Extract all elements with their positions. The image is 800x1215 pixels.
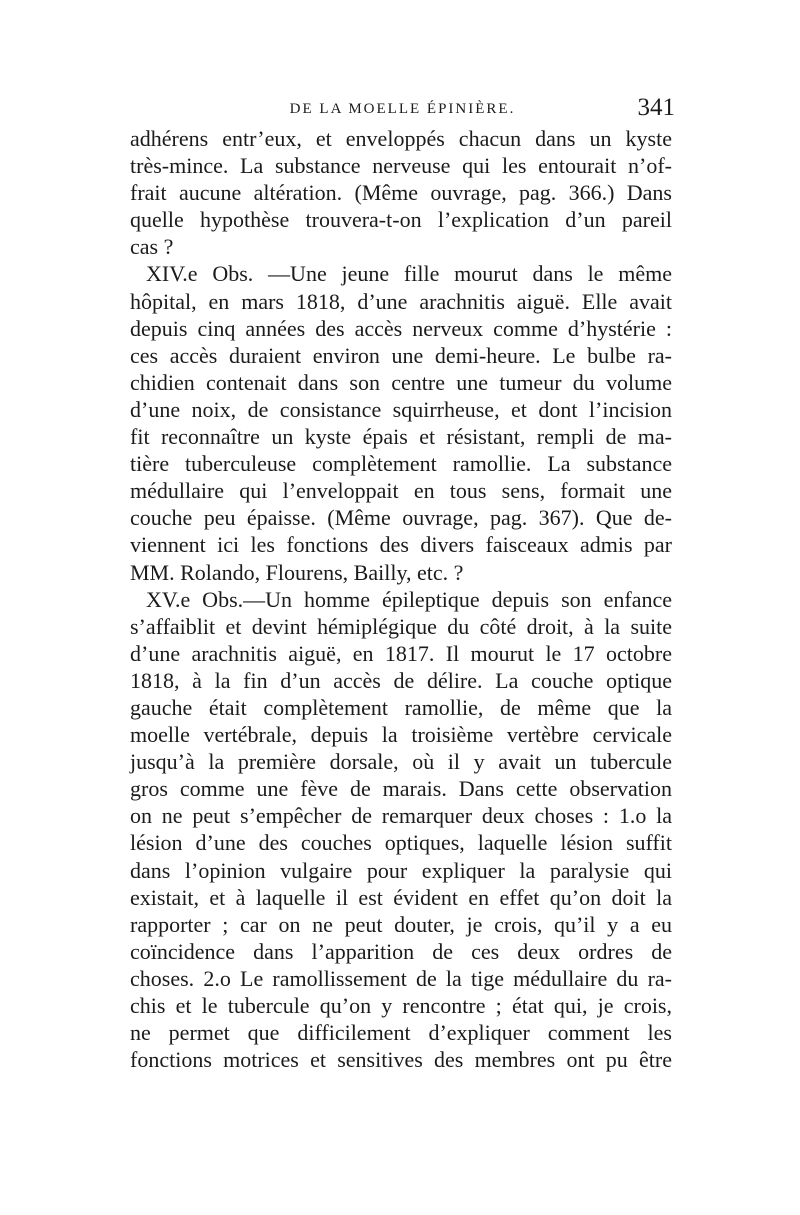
text-line: existait, et à laquelle il est évident en effet qu’on doit la <box>130 884 672 910</box>
text-line: 1818, à la fin d’un accès de délire. La couche optique <box>130 667 672 693</box>
text-line: choses. 2.o Le ramollissement de la tige médullaire du ra- <box>130 965 672 991</box>
text-line: ne permet que difficilement d’expliquer comment les <box>130 1020 672 1046</box>
text-line: MM. Rolando, Flourens, Bailly, etc. ? <box>130 559 464 585</box>
text-line: fonctions motrices et sensitives des membres ont pu être <box>130 1047 672 1073</box>
text-line: depuis cinq années des accès nerveux comme d’hystérie : <box>130 315 672 341</box>
text-line: s’affaiblit et devint hémiplégique du côté droit, à la suite <box>130 613 672 639</box>
text-line: hôpital, en mars 1818, d’une arachnitis aiguë. Elle avait <box>130 288 672 314</box>
running-head <box>130 94 675 124</box>
text-line: dans l’opinion vulgaire pour expliquer la paralysie qui <box>130 857 672 883</box>
text-line: frait aucune altération. (Même ouvrage, pag. 366.) Dans <box>130 180 672 206</box>
text-line: moelle vertébrale, depuis la troisième vertèbre cervicale <box>130 722 672 748</box>
text-line: chidien contenait dans son centre une tumeur du volume <box>130 369 672 395</box>
text-line: on ne peut s’empêcher de remarquer deux choses : 1.o la <box>130 803 672 829</box>
body-text <box>130 125 672 1073</box>
text-line: viennent ici les fonctions des divers faisceaux admis par <box>130 532 672 558</box>
running-title: DE LA MOELLE ÉPINIÈRE. <box>289 101 516 117</box>
text-line: fit reconnaître un kyste épais et résistant, rempli de ma- <box>130 424 672 450</box>
text-line: d’une noix, de consistance squirrheuse, et dont l’incision <box>130 396 672 422</box>
text-line: médullaire qui l’enveloppait en tous sens, formait une <box>130 478 672 504</box>
text-line: jusqu’à la première dorsale, où il y avait un tubercule <box>130 749 672 775</box>
text-line: lésion d’une des couches optiques, laquelle lésion suffit <box>130 830 672 856</box>
text-line: rapporter ; car on ne peut douter, je crois, qu’il y a eu <box>130 911 672 937</box>
page-number: 341 <box>637 94 675 121</box>
text-line: adhérens entr’eux, et enveloppés chacun dans un kyste <box>130 126 672 151</box>
text-line: chis et le tubercule qu’on y rencontre ; état qui, je crois, <box>130 993 672 1018</box>
text-line: très-mince. La substance nerveuse qui les entourait n’of- <box>130 153 672 179</box>
text-line: quelle hypothèse trouvera-t-on l’explication d’un pareil <box>130 207 672 233</box>
text-line: d’une arachnitis aiguë, en 1817. Il mourut le 17 octobre <box>130 640 672 666</box>
text-line: gauche était complètement ramollie, de même que la <box>130 694 672 720</box>
text-line: gros comme une fève de marais. Dans cette observation <box>130 776 672 802</box>
text-line: XIV.e Obs. —Une jeune fille mourut dans le même <box>146 261 672 287</box>
text-line: cas ? <box>130 234 174 260</box>
text-line: ces accès duraient environ une demi-heure. Le bulbe ra- <box>130 342 672 368</box>
text-line: coïncidence dans l’apparition de ces deux ordres de <box>130 938 672 964</box>
text-line: XV.e Obs.—Un homme épileptique depuis son enfance <box>146 586 672 612</box>
text-line: couche peu épaisse. (Même ouvrage, pag. 367). Que de- <box>130 505 672 531</box>
text-line: tière tuberculeuse complètement ramollie. La substance <box>130 451 672 477</box>
